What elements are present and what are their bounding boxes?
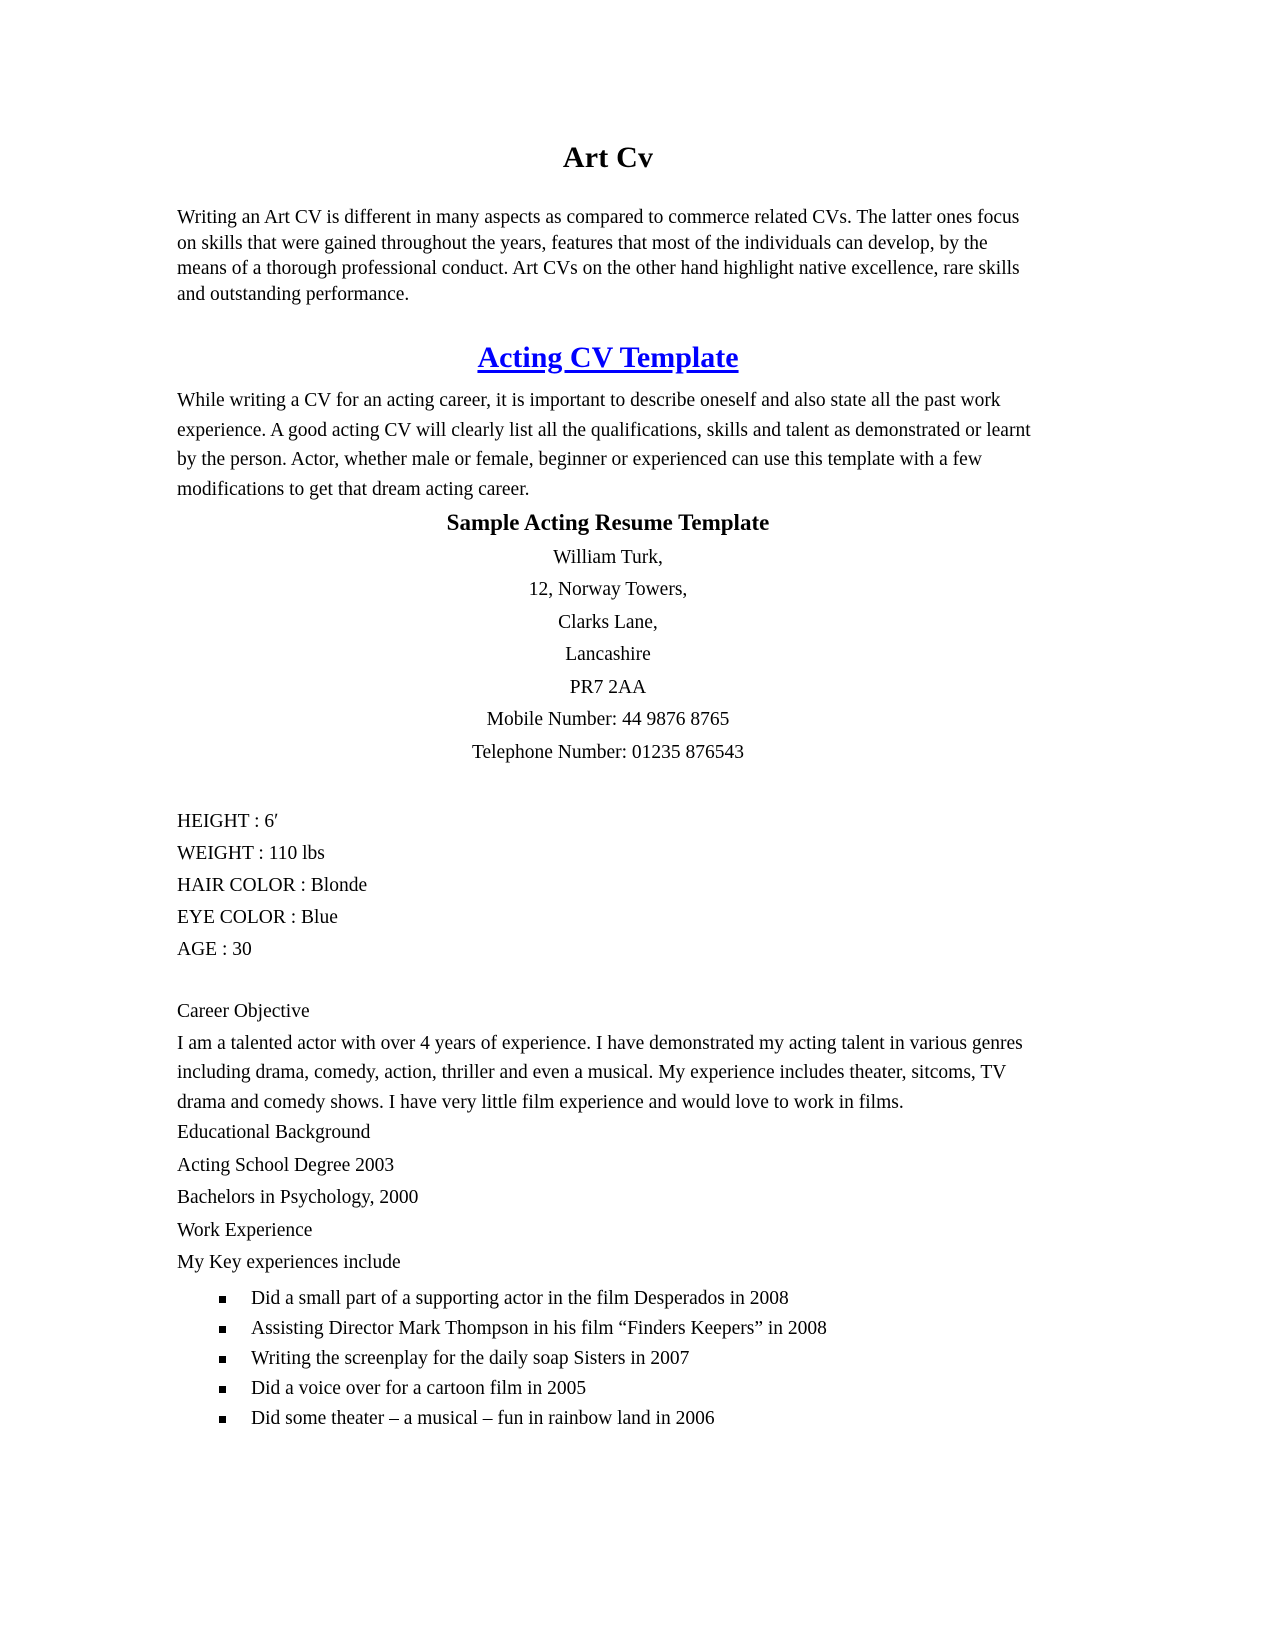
list-item <box>177 1404 1039 1434</box>
attribute-weight: WEIGHT : 110 lbs <box>177 843 325 865</box>
contact-address-line-1: 12, Norway Towers, <box>528 579 688 601</box>
work-experience-heading: Work Experience <box>177 1219 313 1241</box>
list-item-label: Did a voice over for a cartoon film in 2005 <box>251 1377 587 1399</box>
list-item-label: Assisting Director Mark Thompson in his film “Finders Keepers” in 2008 <box>251 1317 827 1339</box>
contact-address-line-2: Clarks Lane, <box>558 611 658 633</box>
contact-mobile: Mobile Number: 44 9876 8765 <box>486 709 730 731</box>
contact-city: Lancashire <box>565 644 651 666</box>
body-paragraph: While writing a CV for an acting career, it is important to describe oneself and also state all the past work experience. A good acting CV will clearly list all the qualifications, skills and talent as demonstrated or learnt by the person. Actor, whether male or female, beginner or experienced can use this template with a few modifications to get that dream acting career. <box>177 390 1031 500</box>
contact-postcode: PR7 2AA <box>569 676 647 698</box>
list-item <box>177 1374 1039 1404</box>
education-item-2: Bachelors in Psychology, 2000 <box>177 1187 419 1209</box>
square-bullet-icon <box>219 1356 226 1363</box>
square-bullet-icon <box>219 1296 226 1303</box>
work-experience-intro: My Key experiences include <box>177 1252 401 1274</box>
education-heading: Educational Background <box>177 1122 371 1144</box>
sample-resume-heading: Sample Acting Resume Template <box>446 510 770 535</box>
acting-cv-template-link[interactable]: Acting CV Template <box>477 341 739 374</box>
section-spacer <box>177 966 1039 996</box>
list-item <box>177 1314 1039 1344</box>
list-item-label: Did some theater – a musical – fun in rainbow land in 2006 <box>251 1407 715 1429</box>
attribute-hair-color: HAIR COLOR : Blonde <box>177 875 368 897</box>
attribute-height: HEIGHT : 6ʹ <box>177 811 279 833</box>
physical-attributes-block <box>177 769 1039 966</box>
list-item <box>177 1344 1039 1374</box>
list-item <box>177 1284 1039 1314</box>
list-item-label: Writing the screenplay for the daily soap Sisters in 2007 <box>251 1347 690 1369</box>
square-bullet-icon <box>219 1326 226 1333</box>
document-content <box>177 0 1039 1434</box>
square-bullet-icon <box>219 1386 226 1393</box>
work-experience-list <box>177 1280 1039 1434</box>
attribute-eye-color: EYE COLOR : Blue <box>177 907 338 929</box>
link-heading-container <box>177 307 1039 375</box>
intro-paragraph: Writing an Art CV is different in many aspects as compared to commerce related CVs. The latter ones focus on skills that were gained throughout the years, features that most of the individuals can develop, by the means of a thorough professional conduct. Art CVs on the other hand highlight native excellence, rare skills and outstanding performance. <box>177 207 1020 305</box>
attribute-age: AGE : 30 <box>177 939 252 961</box>
square-bullet-icon <box>219 1416 226 1423</box>
contact-telephone: Telephone Number: 01235 876543 <box>471 741 745 763</box>
contact-name: William Turk, <box>553 546 663 568</box>
contact-block <box>177 538 1039 770</box>
education-item-1: Acting School Degree 2003 <box>177 1154 395 1176</box>
career-objective-heading: Career Objective <box>177 1001 310 1023</box>
list-item-label: Did a small part of a supporting actor in the film Desperados in 2008 <box>251 1287 789 1309</box>
page-title: Art Cv <box>562 141 654 174</box>
career-objective-text: I am a talented actor with over 4 years of experience. I have demonstrated my acting talent in various genres including drama, comedy, action, thriller and even a musical. My experience includes theater, sitcoms, TV drama and comedy shows. I have very little film experience and would love to work in films. <box>177 1032 1023 1113</box>
